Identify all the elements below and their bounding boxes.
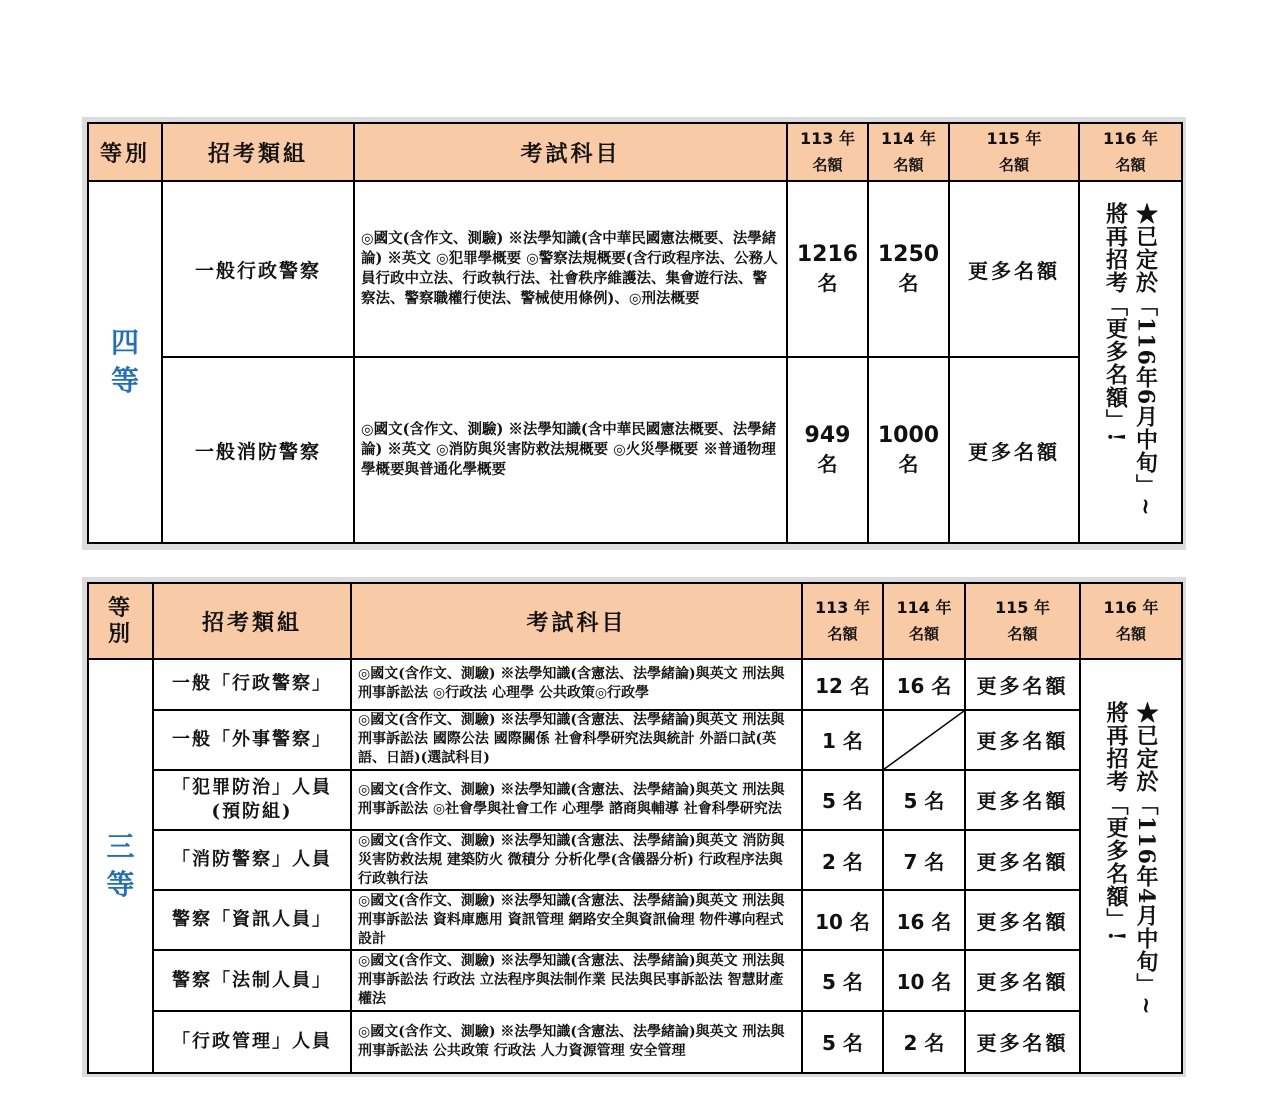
vertical-note: ★已定於「116年6月中旬」~將再招考「更多名額」!	[1102, 202, 1159, 517]
subjects-cell: ◎國文(含作文、測驗) ※法學知識(含中華民國憲法概要、法學緒論) ※英文 ◎消防與災害防救法規概要 ◎火災學概要 ※普通物理學概要與普通化學概要	[354, 357, 787, 543]
header-subjects: 考試科目	[351, 583, 802, 659]
vertical-note: ★已定於「116年4月中旬」~將再招考「更多名額」!	[1103, 701, 1159, 1016]
subjects-cell: ◎國文(含作文、測驗) ※法學知識(含憲法、法學緒論)與英文 刑法與刑事訴訟法 資料庫應用 資訊管理 網路安全與資訊倫理 物件導向程式設計	[351, 890, 802, 950]
header-grade: 等 別	[88, 583, 153, 659]
quota-114: 2 名	[883, 1011, 965, 1073]
category-cell: 警察「資訊人員」	[153, 890, 351, 950]
subjects-cell: ◎國文(含作文、測驗) ※法學知識(含憲法、法學緒論)與英文 刑法與刑事訴訟法 行政法 立法程序與法制作業 民法與民事訴訟法 智慧財產權法	[351, 950, 802, 1010]
quota-115: 更多名額	[965, 950, 1080, 1010]
quota-116-note	[1079, 181, 1182, 543]
quota-113: 12 名	[802, 659, 883, 709]
category-cell: 一般消防警察	[162, 357, 354, 543]
quota-114: 10 名	[883, 950, 965, 1010]
quota-115: 更多名額	[965, 659, 1080, 709]
quota-115: 更多名額	[965, 1011, 1080, 1073]
category-cell: 「犯罪防治」人員 (預防組)	[153, 770, 351, 830]
grade-label-4: 四 等	[88, 181, 162, 543]
quota-113: 5 名	[802, 770, 883, 830]
quota-114: 5 名	[883, 770, 965, 830]
quota-113: 2 名	[802, 830, 883, 890]
header-subjects: 考試科目	[354, 123, 787, 181]
quota-113: 1 名	[802, 710, 883, 770]
quota-113: 5 名	[802, 950, 883, 1010]
header-116: 116 年 名額	[1079, 123, 1182, 181]
grade-label-3: 三 等	[88, 659, 153, 1073]
category-cell: 警察「法制人員」	[153, 950, 351, 1010]
header-114: 114 年 名額	[868, 123, 949, 181]
header-115: 115 年 名額	[949, 123, 1079, 181]
grade4-table	[87, 122, 1183, 544]
header-115: 115 年 名額	[965, 583, 1080, 659]
quota-116-note	[1080, 659, 1182, 1073]
category-cell: 「行政管理」人員	[153, 1011, 351, 1073]
header-113: 113 年 名額	[787, 123, 868, 181]
diagonal-slash	[884, 711, 964, 769]
category-cell: 一般「行政警察」	[153, 659, 351, 709]
quota-115: 更多名額	[965, 890, 1080, 950]
quota-115: 更多名額	[949, 181, 1079, 357]
quota-115: 更多名額	[965, 710, 1080, 770]
quota-113: 949 名	[787, 357, 868, 543]
subjects-cell: ◎國文(含作文、測驗) ※法學知識(含中華民國憲法概要、法學緒論) ※英文 ◎犯罪學概要 ◎警察法規概要(含行政程序法、公務人員行政中立法、行政執行法、社會秩序維護法、集會遊行法、警察法、警察職權行使法、警械使用條例)、◎刑法概要	[354, 181, 787, 357]
subjects-cell: ◎國文(含作文、測驗) ※法學知識(含憲法、法學緒論)與英文 刑法與刑事訴訟法 ◎社會學與社會工作 心理學 諮商與輔導 社會科學研究法	[351, 770, 802, 830]
quota-114: 7 名	[883, 830, 965, 890]
header-grade: 等別	[88, 123, 162, 181]
quota-113: 1216 名	[787, 181, 868, 357]
header-category: 招考類組	[153, 583, 351, 659]
grade3-table	[87, 582, 1183, 1074]
quota-115: 更多名額	[949, 357, 1079, 543]
quota-113: 10 名	[802, 890, 883, 950]
category-cell: 一般「外事警察」	[153, 710, 351, 770]
subjects-cell: ◎國文(含作文、測驗) ※法學知識(含憲法、法學緒論)與英文 消防與災害防救法規 建築防火 微積分 分析化學(含儀器分析) 行政程序法與行政執行法	[351, 830, 802, 890]
quota-114-empty	[883, 710, 965, 770]
category-cell: 「消防警察」人員	[153, 830, 351, 890]
subjects-cell: ◎國文(含作文、測驗) ※法學知識(含憲法、法學緒論)與英文 刑法與刑事訴訟法 國際公法 國際關係 社會科學研究法與統計 外語口試(英語、日語)(選試科目)	[351, 710, 802, 770]
quota-114: 16 名	[883, 890, 965, 950]
header-114: 114 年 名額	[883, 583, 965, 659]
category-cell: 一般行政警察	[162, 181, 354, 357]
quota-115: 更多名額	[965, 770, 1080, 830]
quota-114: 16 名	[883, 659, 965, 709]
subjects-cell: ◎國文(含作文、測驗) ※法學知識(含憲法、法學緒論)與英文 刑法與刑事訴訟法 公共政策 行政法 人力資源管理 安全管理	[351, 1011, 802, 1073]
header-113: 113 年 名額	[802, 583, 883, 659]
header-category: 招考類組	[162, 123, 354, 181]
header-116: 116 年 名額	[1080, 583, 1182, 659]
quota-114: 1250 名	[868, 181, 949, 357]
subjects-cell: ◎國文(含作文、測驗) ※法學知識(含憲法、法學緒論)與英文 刑法與刑事訴訟法 ◎行政法 心理學 公共政策◎行政學	[351, 659, 802, 709]
quota-114: 1000 名	[868, 357, 949, 543]
quota-115: 更多名額	[965, 830, 1080, 890]
quota-113: 5 名	[802, 1011, 883, 1073]
